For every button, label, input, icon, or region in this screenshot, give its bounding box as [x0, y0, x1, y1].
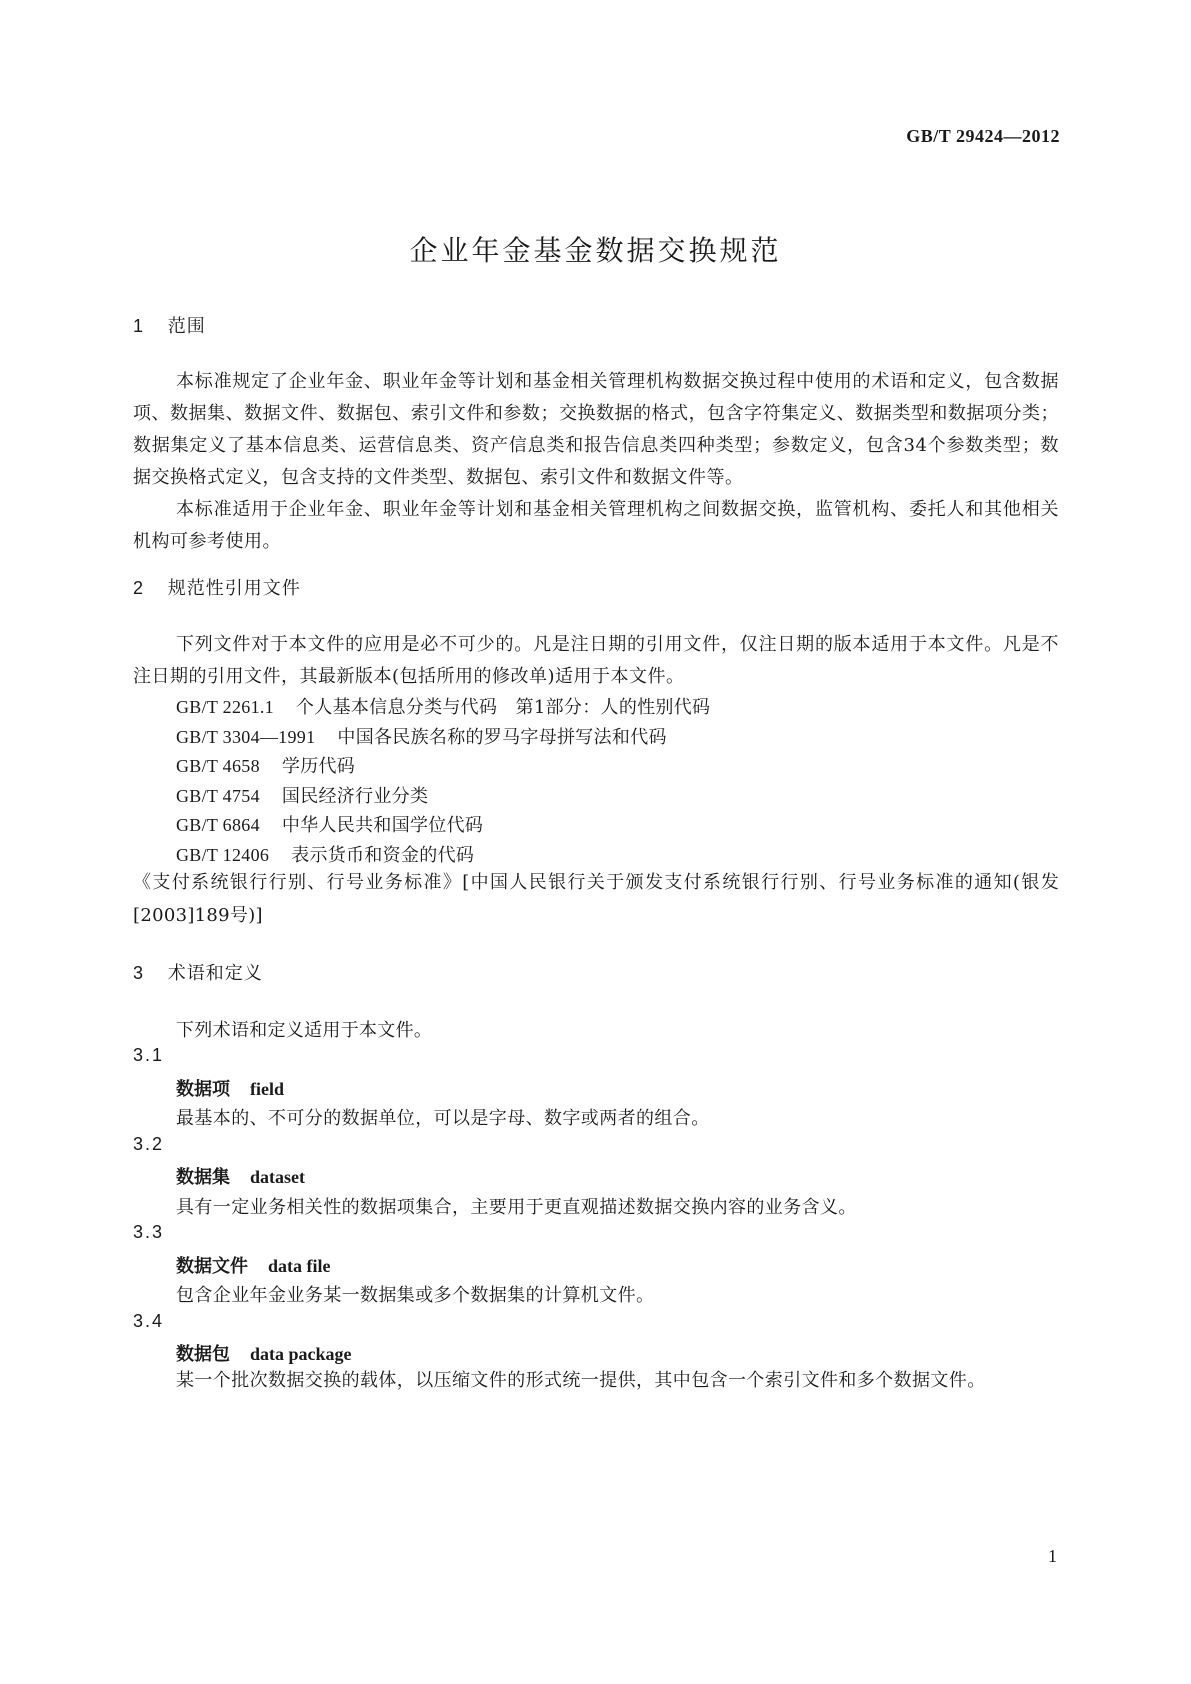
reference-title: 中国各民族名称的罗马字母拼写法和代码 [337, 727, 667, 748]
terms-intro: 下列术语和定义适用于本文件。 [176, 1020, 433, 1041]
reference-title: 学历代码 [281, 756, 356, 777]
section-number: 1 [133, 316, 145, 336]
section-title: 规范性引用文件 [167, 578, 301, 599]
scope-paragraph-2: 本标准适用于企业年金、职业年金等计划和基金相关管理机构之间数据交换，监管机构、委托人和其他相关机构可参考使用。 [133, 499, 1059, 552]
term-definition: 最基本的、不可分的数据单位，可以是字母、数字或两者的组合。 [176, 1108, 710, 1129]
term-number: 3.1 [133, 1045, 165, 1065]
term-heading [176, 1340, 352, 1366]
document-title: 企业年金基金数据交换规范 [409, 234, 782, 267]
reference-title: 个人基本信息分类与代码 第1部分：人的性别代码 [295, 697, 711, 718]
term-number: 3.3 [133, 1222, 165, 1242]
reference-item [176, 752, 355, 778]
page-number: 1 [1048, 1546, 1057, 1566]
term-en: data package [250, 1344, 352, 1364]
term-number: 3.4 [133, 1311, 165, 1331]
scope-paragraph-1: 本标准规定了企业年金、职业年金等计划和基金相关管理机构数据交换过程中使用的术语和定义，包含数据项、数据集、数据文件、数据包、索引文件和参数；交换数据的格式，包含字符集定义、数据类型和数据项分类；数据集定义了基本信息类、运营信息类、资产信息类和报告信息类四种类型；参数定义，包含34个参数类型；数据交换格式定义，包含支持的文件类型、数据包、索引文件和数据文件等。 [133, 371, 1059, 488]
term-en: field [250, 1079, 284, 1099]
references-intro: 下列文件对于本文件的应用是必不可少的。凡是注日期的引用文件，仅注日期的版本适用于本文件。凡是不注日期的引用文件，其最新版本(包括所用的修改单)适用于本文件。 [133, 634, 1059, 687]
term-heading [176, 1252, 331, 1278]
reference-code: GB/T 3304—1991 [176, 727, 316, 747]
section-title: 术语和定义 [167, 963, 263, 984]
section-heading-terms [133, 959, 263, 985]
reference-code: GB/T 4658 [176, 756, 260, 776]
term-en: dataset [250, 1167, 305, 1187]
section-number: 3 [133, 963, 145, 983]
term-zh: 数据项 [176, 1079, 230, 1100]
term-definition: 包含企业年金业务某一数据集或多个数据集的计算机文件。 [176, 1285, 655, 1306]
reference-title: 中华人民共和国学位代码 [281, 815, 484, 836]
reference-item [176, 811, 483, 837]
reference-code: GB/T 12406 [176, 845, 270, 865]
term-definition: 具有一定业务相关性的数据项集合，主要用于更直观描述数据交换内容的业务含义。 [176, 1197, 857, 1218]
term-en: data file [268, 1256, 331, 1276]
term-definition: 某一个批次数据交换的载体，以压缩文件的形式统一提供，其中包含一个索引文件和多个数据文件。 [176, 1370, 986, 1391]
term-number: 3.2 [133, 1134, 165, 1154]
reference-code: GB/T 6864 [176, 815, 260, 835]
reference-item [176, 841, 474, 867]
reference-code: GB/T 2261.1 [176, 697, 274, 717]
reference-item [176, 723, 667, 749]
section-number: 2 [133, 578, 145, 598]
term-zh: 数据包 [176, 1344, 230, 1365]
term-heading [176, 1163, 305, 1189]
standard-code: GB/T 29424—2012 [906, 126, 1060, 146]
reference-item [176, 782, 428, 808]
term-zh: 数据文件 [176, 1256, 248, 1277]
reference-item-payment-standard: 《支付系统银行行别、行号业务标准》[中国人民银行关于颁发支付系统银行行别、行号业务标准的通知(银发[2003]189号)] [133, 872, 1059, 926]
section-title: 范围 [167, 316, 206, 337]
section-heading-references [133, 574, 301, 600]
section-heading-scope [133, 312, 206, 338]
term-heading [176, 1075, 284, 1101]
reference-item [176, 693, 710, 719]
reference-title: 国民经济行业分类 [281, 786, 429, 807]
reference-code: GB/T 4754 [176, 786, 260, 806]
term-zh: 数据集 [176, 1167, 230, 1188]
reference-title: 表示货币和资金的代码 [291, 845, 475, 866]
